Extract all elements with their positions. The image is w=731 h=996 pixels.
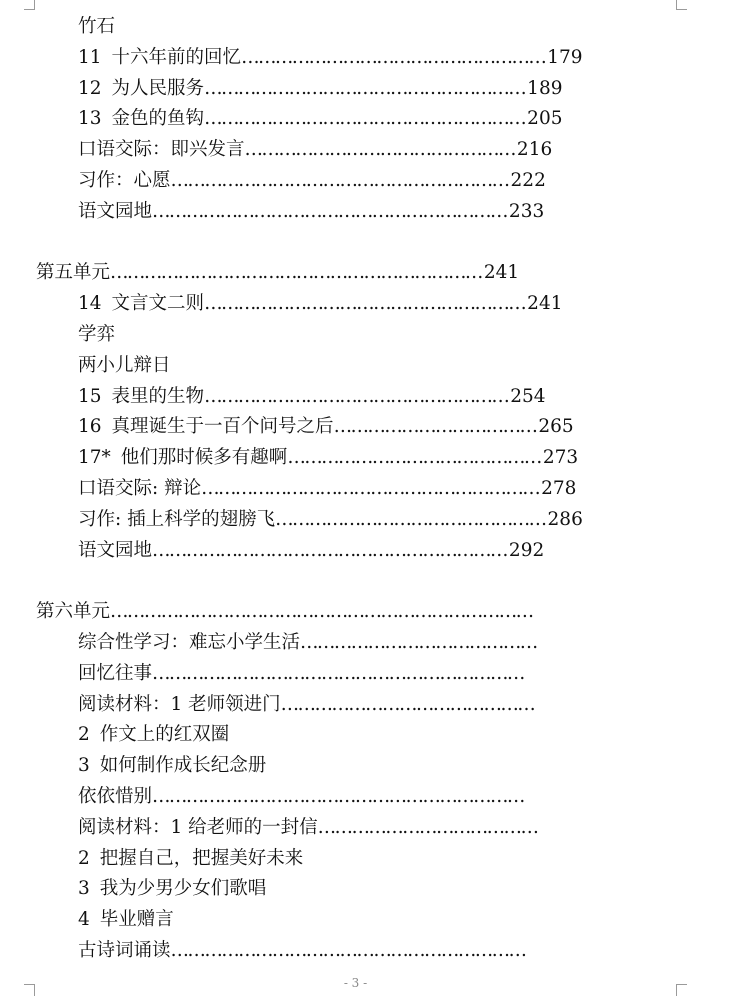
toc-page-number: 265 bbox=[538, 416, 574, 438]
toc-entry-number: 2 bbox=[78, 847, 90, 869]
toc-entry bbox=[0, 536, 731, 567]
toc-page-number: 286 bbox=[547, 508, 583, 530]
toc-page-number: 179 bbox=[547, 46, 583, 68]
toc-entry-number: 11 bbox=[78, 46, 102, 68]
toc-entry bbox=[0, 351, 731, 382]
toc-entry bbox=[0, 628, 731, 659]
toc-entry bbox=[0, 412, 731, 443]
toc-page-number: 189 bbox=[527, 77, 563, 99]
toc-dot-leader: ……………………………………………………… bbox=[152, 539, 507, 561]
toc-entry-number: 14 bbox=[78, 293, 102, 315]
toc-entry bbox=[0, 690, 731, 721]
toc-entry-title: 习作：心愿 bbox=[78, 169, 171, 191]
toc-entry-title: 阅读材料：1 老师领进门 bbox=[78, 693, 281, 715]
toc-entry bbox=[0, 505, 731, 536]
toc-entry bbox=[0, 751, 731, 782]
toc-dot-leader: ………………………………………………… bbox=[204, 108, 526, 130]
toc-dot-leader: ………………………………………………………… bbox=[152, 662, 524, 684]
toc-entry-number: 13 bbox=[78, 108, 102, 130]
toc-entry-title: 第五单元 bbox=[36, 262, 111, 284]
toc-page-number: 205 bbox=[527, 108, 563, 130]
toc-entry-title: 表里的生物 bbox=[111, 385, 205, 407]
toc-entry bbox=[0, 197, 731, 228]
toc-entry bbox=[0, 874, 731, 905]
toc-entry-title: 我为少男少女们歌唱 bbox=[99, 878, 267, 900]
toc-dot-leader: ……………………………… bbox=[333, 416, 537, 438]
toc-dot-leader: ………………………………………………… bbox=[204, 77, 526, 99]
toc-unit-heading bbox=[0, 597, 731, 628]
toc-entry bbox=[0, 474, 731, 505]
toc-entry bbox=[0, 12, 731, 43]
toc-dot-leader: ……………………………………… bbox=[280, 693, 535, 715]
toc-dot-leader: ……………………………………… bbox=[287, 447, 541, 469]
toc-page-number: 273 bbox=[542, 447, 579, 469]
toc-dot-leader: ………………………………………… bbox=[244, 139, 515, 161]
toc-dot-leader: ……………………………………………… bbox=[241, 46, 546, 68]
toc-dot-leader: ………………………………………… bbox=[275, 508, 546, 530]
toc-entry-title: 十六年前的回忆 bbox=[111, 46, 242, 68]
toc-entry-title: 古诗词诵读 bbox=[78, 939, 171, 961]
toc-entry-number: 2 bbox=[78, 724, 90, 746]
toc-entry-title: 文言文二则 bbox=[111, 293, 205, 315]
toc-entry-title: 真理诞生于一百个问号之后 bbox=[111, 416, 334, 438]
toc-dot-leader: …………………………………………………… bbox=[170, 169, 509, 191]
toc-entry-title: 为人民服务 bbox=[111, 77, 205, 99]
toc-entry-title: 把握自己，把握美好未来 bbox=[99, 847, 304, 869]
toc-entry-number: 15 bbox=[78, 385, 102, 407]
toc-unit-heading bbox=[0, 258, 731, 289]
toc-entry-title: 竹石 bbox=[78, 16, 116, 37]
toc-entry bbox=[0, 166, 731, 197]
toc-entry-number: 3 bbox=[78, 878, 90, 900]
toc-page-number: 241 bbox=[483, 262, 520, 284]
toc-entry bbox=[0, 905, 731, 936]
toc-entry bbox=[0, 43, 731, 74]
toc-entry bbox=[0, 289, 731, 320]
toc-dot-leader: ………………………………… bbox=[317, 816, 538, 838]
toc-dot-leader: ………………………………………………………………… bbox=[110, 601, 533, 623]
toc-page-number: 222 bbox=[510, 169, 546, 191]
crop-mark-top-right bbox=[676, 0, 687, 10]
toc-entry-number: 16 bbox=[78, 416, 102, 438]
toc-dot-leader: ……………………………………………………… bbox=[170, 939, 526, 961]
toc-entry-title: 回忆往事 bbox=[78, 662, 153, 684]
toc-entry bbox=[0, 813, 731, 844]
toc-page-number: 241 bbox=[527, 293, 563, 315]
toc-entry bbox=[0, 104, 731, 135]
toc-entry-title: 阅读材料：1 给老师的一封信 bbox=[78, 816, 318, 838]
toc-entry-title: 两小儿辩日 bbox=[78, 354, 171, 376]
toc-entry bbox=[0, 135, 731, 166]
toc-page-number: 216 bbox=[516, 139, 553, 161]
toc-entry bbox=[0, 443, 731, 474]
toc-entry-title: 第六单元 bbox=[36, 601, 111, 623]
toc-entry bbox=[0, 74, 731, 105]
page-number: - 3 - bbox=[343, 976, 368, 990]
toc-entry bbox=[0, 720, 731, 751]
toc-entry bbox=[0, 320, 731, 351]
toc-entry-title: 依依惜别 bbox=[78, 785, 153, 807]
toc-entry-number: 4 bbox=[78, 909, 90, 931]
toc-entry bbox=[0, 782, 731, 813]
toc-entry-title: 语文园地 bbox=[78, 539, 153, 561]
toc-entry-title: 毕业赠言 bbox=[99, 909, 174, 931]
toc-dot-leader: ………………………………………………… bbox=[204, 293, 526, 315]
toc-page-number: 292 bbox=[508, 539, 545, 561]
toc-dot-leader: ……………………………………………………… bbox=[152, 200, 507, 222]
toc-entry-title: 口语交际：即兴发言 bbox=[78, 139, 245, 161]
toc-entry-title: 学弈 bbox=[78, 323, 116, 345]
toc-entry-title: 口语交际: 辩论 bbox=[78, 477, 202, 499]
toc-entry-title: 综合性学习：难忘小学生活 bbox=[78, 631, 301, 653]
toc-dot-leader: …………………………………… bbox=[300, 631, 537, 653]
toc-entry-title: 作文上的红双圈 bbox=[99, 724, 230, 746]
toc-entry-number: 17* bbox=[78, 447, 111, 469]
toc-entry bbox=[0, 382, 731, 413]
toc-dot-leader: ……………………………………………… bbox=[204, 385, 509, 407]
toc-dot-leader: ………………………………………………………… bbox=[110, 262, 482, 284]
toc-entry-title: 他们那时候多有趣啊 bbox=[120, 447, 288, 469]
toc-entry-title: 金色的鱼钩 bbox=[111, 108, 205, 130]
toc-page-number: 233 bbox=[508, 200, 545, 222]
toc-entry bbox=[0, 659, 731, 690]
toc-entry-title: 如何制作成长纪念册 bbox=[99, 755, 267, 777]
toc-entry bbox=[0, 844, 731, 875]
toc-entry-number: 3 bbox=[78, 755, 90, 777]
toc-entry-title: 习作: 插上科学的翅膀飞 bbox=[78, 508, 276, 530]
toc-dot-leader: ………………………………………………………… bbox=[152, 785, 524, 807]
toc-entry-title: 语文园地 bbox=[78, 200, 153, 222]
table-of-contents bbox=[0, 12, 731, 967]
toc-entry bbox=[0, 936, 731, 967]
toc-page-number: 254 bbox=[510, 385, 546, 407]
toc-entry-number: 12 bbox=[78, 77, 102, 99]
toc-dot-leader: …………………………………………………… bbox=[201, 477, 540, 499]
crop-mark-top-left bbox=[24, 0, 35, 10]
toc-page-number: 278 bbox=[541, 477, 577, 499]
